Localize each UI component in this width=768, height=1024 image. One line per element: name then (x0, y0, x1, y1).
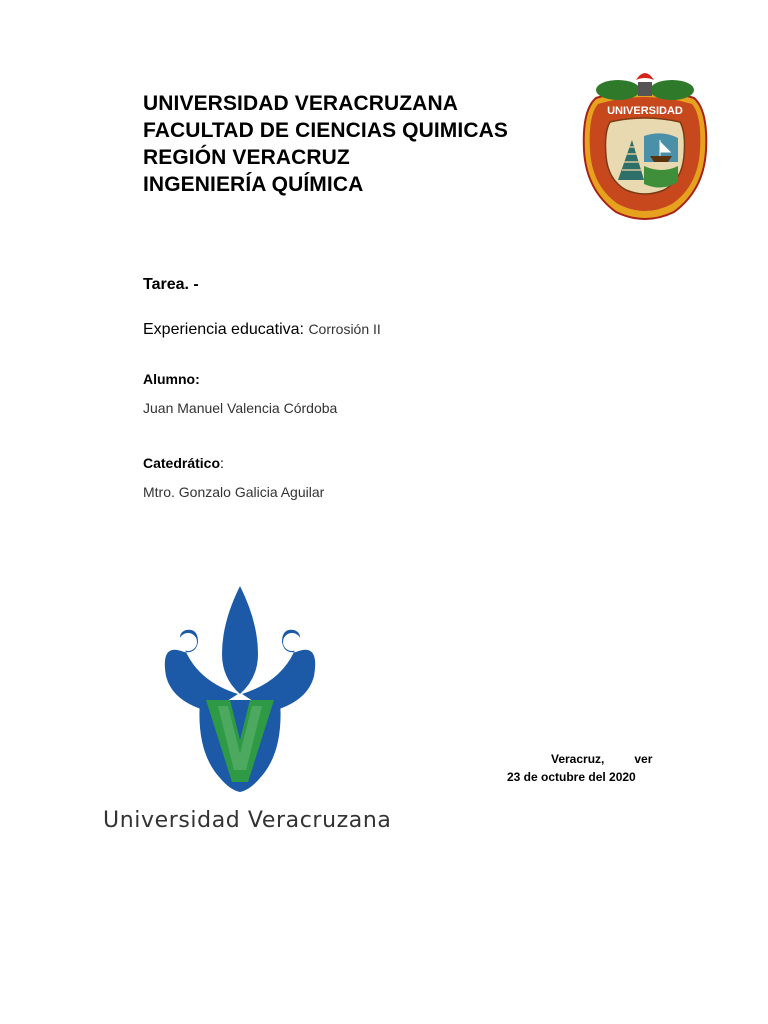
professor-label: Catedrático (143, 455, 221, 471)
course-value: Corrosión II (308, 321, 381, 337)
place-line (551, 752, 652, 766)
city-text: Veracruz, (551, 752, 605, 766)
professor-label-colon: : (220, 455, 224, 471)
university-title: UNIVERSIDAD VERACRUZANA (143, 92, 458, 115)
professor-name: Mtro. Gonzalo Galicia Aguilar (143, 484, 325, 500)
date-text: 23 de octubre del 2020 (507, 770, 636, 784)
professor-label-line (143, 455, 224, 471)
student-label: Alumno: (143, 371, 200, 387)
uv-fleur-de-lis-logo-icon (100, 582, 380, 832)
student-name: Juan Manuel Valencia Córdoba (143, 400, 338, 416)
course-line (143, 321, 381, 339)
state-text: ver (634, 752, 653, 766)
header-block (143, 90, 508, 198)
assignment-title: Tarea. - (143, 276, 199, 293)
faculty-title: FACULTAD DE CIENCIAS QUIMICAS (143, 119, 508, 142)
seal-title-text: UNIVERSIDAD (607, 105, 683, 117)
program-title: INGENIERÍA QUÍMICA (143, 173, 364, 196)
course-label: Experiencia educativa: (143, 321, 304, 338)
region-title: REGIÓN VERACRUZ (143, 146, 350, 169)
uv-wordmark: Universidad Veracruzana (103, 808, 392, 833)
university-seal-icon (578, 70, 712, 226)
